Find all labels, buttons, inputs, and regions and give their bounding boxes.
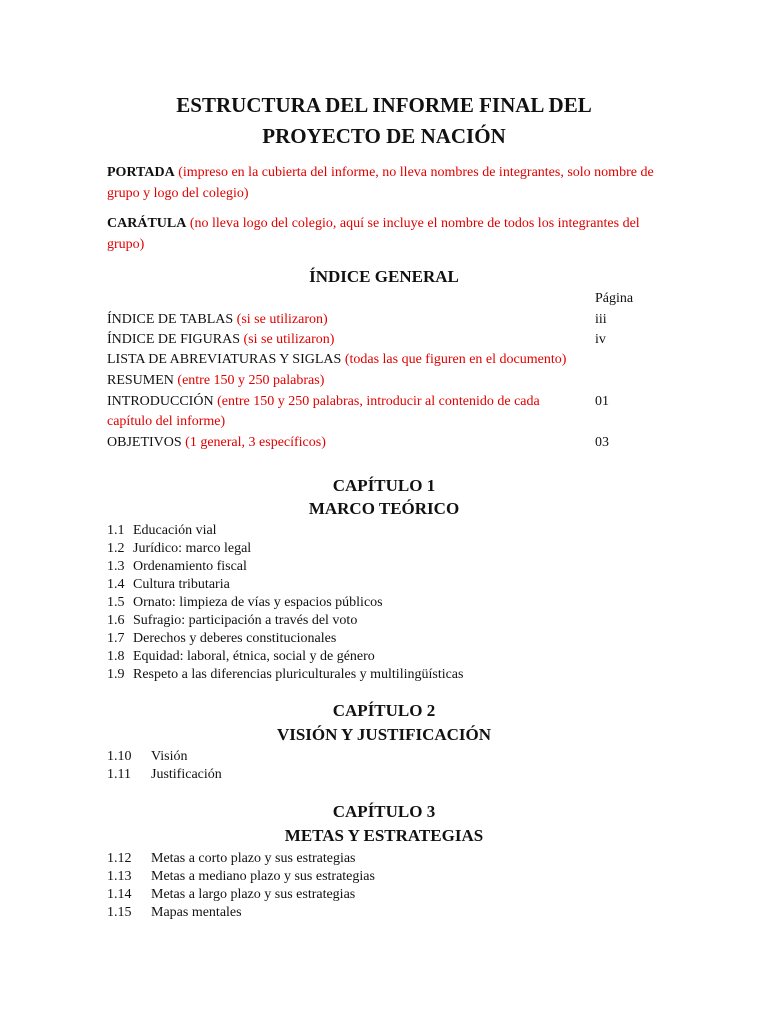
index-row-note: (entre 150 y 250 palabras) <box>177 373 325 388</box>
list-item: 1.10 Visión <box>107 749 188 764</box>
chapter-1-number: CAPÍTULO 1 <box>332 476 436 495</box>
index-row-page: iii <box>595 312 607 327</box>
list-item: 1.5 Ornato: limpieza de vías y espacios públicos <box>107 595 383 610</box>
page-column-header: Página <box>595 291 634 306</box>
title-line-1: ESTRUCTURA DEL INFORME FINAL DEL <box>176 93 592 117</box>
portada-paragraph <box>107 162 667 204</box>
list-item: 1.2 Jurídico: marco legal <box>107 541 252 556</box>
index-row-page: 01 <box>595 394 609 409</box>
index-row-label: OBJETIVOS <box>107 435 182 450</box>
index-row-note: (1 general, 3 específicos) <box>185 435 326 450</box>
title-line-2: PROYECTO DE NACIÓN <box>262 124 506 148</box>
chapter-2-number: CAPÍTULO 2 <box>332 701 436 720</box>
chapter-1-list <box>107 522 463 684</box>
chapter-1-title: MARCO TEÓRICO <box>308 499 460 518</box>
index-row-note: (entre 150 y 250 palabras, introducir al contenido de cada capítulo del informe) <box>107 394 540 429</box>
index-row-note: (todas las que figuren en el documento) <box>344 352 567 367</box>
index-row-note: (si se utilizaron) <box>236 312 328 327</box>
index-row-label: INTRODUCCIÓN <box>107 394 214 409</box>
list-item: 1.6 Sufragio: participación a través del voto <box>107 613 358 628</box>
chapter-3-title: METAS Y ESTRATEGIAS <box>284 826 484 845</box>
caratula-paragraph <box>107 213 667 255</box>
list-item: 1.1 Educación vial <box>107 523 217 538</box>
document-title <box>0 90 768 152</box>
portada-label: PORTADA <box>107 165 175 180</box>
list-item: 1.11 Justificación <box>107 767 222 782</box>
list-item: 1.12 Metas a corto plazo y sus estrategias <box>107 851 356 866</box>
chapter-3-list <box>107 850 375 922</box>
list-item: 1.14 Metas a largo plazo y sus estrategias <box>107 887 356 902</box>
caratula-label: CARÁTULA <box>107 216 187 231</box>
caratula-note: (no lleva logo del colegio, aquí se incluye el nombre de todos los integrantes del grupo) <box>107 216 640 252</box>
list-item: 1.3 Ordenamiento fiscal <box>107 559 247 574</box>
index-row-label: ÍNDICE DE FIGURAS <box>107 332 240 347</box>
chapter-2-title: VISIÓN Y JUSTIFICACIÓN <box>276 725 492 744</box>
portada-note: (impreso en la cubierta del informe, no lleva nombres de integrantes, solo nombre de grupo y logo del colegio) <box>107 165 654 201</box>
list-item: 1.8 Equidad: laboral, étnica, social y de género <box>107 649 375 664</box>
chapter-2-list <box>107 748 222 784</box>
list-item: 1.13 Metas a mediano plazo y sus estrategias <box>107 869 375 884</box>
list-item: 1.7 Derechos y deberes constitucionales <box>107 631 337 646</box>
indice-heading: ÍNDICE GENERAL <box>309 267 459 286</box>
index-row-page: 03 <box>595 435 609 450</box>
chapter-3-number: CAPÍTULO 3 <box>332 802 436 821</box>
index-row-label: LISTA DE ABREVIATURAS Y SIGLAS <box>107 352 342 367</box>
index-row-note: (si se utilizaron) <box>243 332 335 347</box>
list-item: 1.4 Cultura tributaria <box>107 577 230 592</box>
index-row-label: RESUMEN <box>107 373 174 388</box>
index-row-label: ÍNDICE DE TABLAS <box>107 312 234 327</box>
list-item: 1.9 Respeto a las diferencias pluriculturales y multilingüísticas <box>107 667 464 682</box>
list-item: 1.15 Mapas mentales <box>107 905 242 920</box>
index-row-page: iv <box>595 332 606 347</box>
